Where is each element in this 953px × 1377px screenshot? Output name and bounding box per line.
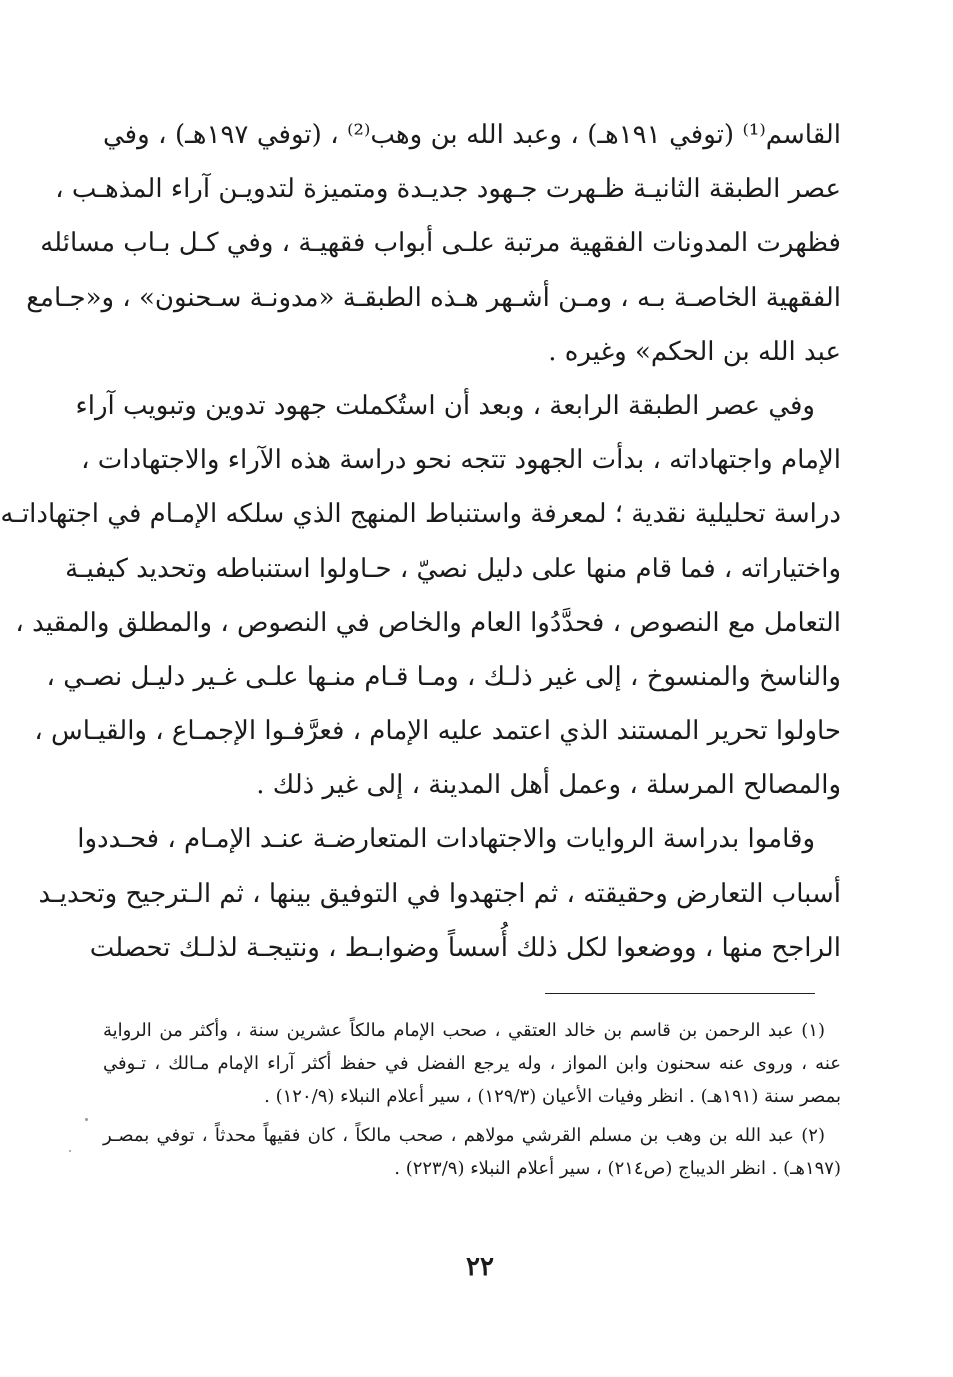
footnote-separator xyxy=(545,993,815,994)
footnote-line: (١) عبد الرحمن بن قاسم بن خالد العتقي ، صحب الإمام مالكاً عشرين سنة ، وأكثر من الرواية xyxy=(103,1020,825,1041)
text-line: الفقهية الخاصـة بـه ، ومـن أشـهر هـذه الطبقـة «مدونـة سـحنون» ، و«جـامع xyxy=(26,282,841,313)
text-line: الإمام واجتهاداته ، بدأت الجهود تتجه نحو دراسة هذه الآراء والاجتهادات ، xyxy=(81,445,841,476)
text-line: التعامل مع النصوص ، فحدَّدُوا العام والخاص في النصوص ، والمطلق والمقيد ، xyxy=(15,607,841,638)
footnote-line: (١٩٧هـ) . انظر الديباج (ص٢١٤) ، سير أعلام النبلاء (٢٢٣/٩) . xyxy=(394,1158,841,1179)
text-line: القاسم⁽¹⁾ (توفي ١٩١هـ) ، وعبد الله بن وهب⁽²⁾ ، (توفي ١٩٧هـ) ، وفي xyxy=(103,120,842,150)
page-number: ٢٢ xyxy=(466,1252,494,1282)
paragraph-3 xyxy=(38,812,841,975)
text-line: واختياراته ، فما قام منها على دليل نصيّ ، حـاولوا استنباطه وتحديد كيفيـة xyxy=(65,553,841,584)
footnote-line: (٢) عبد الله بن وهب بن مسلم القرشي مولاهم ، صحب مالكاً ، كان فقيهاً محدثاً ، توفي بمصـر xyxy=(103,1125,825,1146)
text-line: الراجح منها ، ووضعوا لكل ذلك أُسساً وضوابـط ، ونتيجـة لذلـك تحصلت xyxy=(89,932,841,963)
text-line: والناسخ والمنسوخ ، إلى غير ذلـك ، ومـا قـام منـها علـى غـير دليـل نصـي ، xyxy=(46,661,841,692)
footnote-line: بمصر سنة (١٩١هـ) . انظر وفيات الأعيان (١٢٩/٣) ، سير أعلام النبلاء (١٢٠/٩) . xyxy=(264,1086,841,1107)
text-line: أسباب التعارض وحقيقته ، ثم اجتهدوا في التوفيق بينها ، ثم الـترجيح وتحديـد xyxy=(38,878,841,909)
footnote-2 xyxy=(103,1119,841,1185)
paragraph-2 xyxy=(0,379,841,813)
text-line: عبد الله بن الحكم» وغيره . xyxy=(548,336,841,367)
text-line: دراسة تحليلية نقدية ؛ لمعرفة واستنباط المنهج الذي سلكه الإمـام في اجتهاداتـه xyxy=(0,499,841,530)
main-text xyxy=(0,108,842,975)
text-line: والمصالح المرسلة ، وعمل أهل المدينة ، إلى غير ذلك . xyxy=(256,770,841,801)
scan-speck xyxy=(69,1150,71,1152)
footnote-1 xyxy=(103,1014,841,1113)
scan-speck xyxy=(85,1118,88,1121)
text-line: وفي عصر الطبقة الرابعة ، وبعد أن استُكملت جهود تدوين وتبويب آراء xyxy=(75,390,815,421)
paragraph-1 xyxy=(26,108,842,379)
text-line: عصر الطبقة الثانيـة ظـهرت جـهود جديـدة ومتميزة لتدويـن آراء المذهـب ، xyxy=(55,174,841,205)
text-line: وقاموا بدراسة الروايات والاجتهادات المتعارضـة عنـد الإمـام ، فحـددوا xyxy=(77,824,815,855)
footnote-line: عنه ، وروى عنه سحنون وابن المواز ، وله يرجع الفضل في حفظ أكثر آراء الإمام مـالك ، تـوفي xyxy=(103,1053,841,1074)
footnotes xyxy=(103,1014,841,1185)
text-line: حاولوا تحرير المستند الذي اعتمد عليه الإمام ، فعرَّفـوا الإجمـاع ، والقيـاس ، xyxy=(34,716,841,747)
text-line: فظهرت المدونات الفقهية مرتبة علـى أبواب فقهيـة ، وفي كـل بـاب مسائله xyxy=(40,228,841,259)
